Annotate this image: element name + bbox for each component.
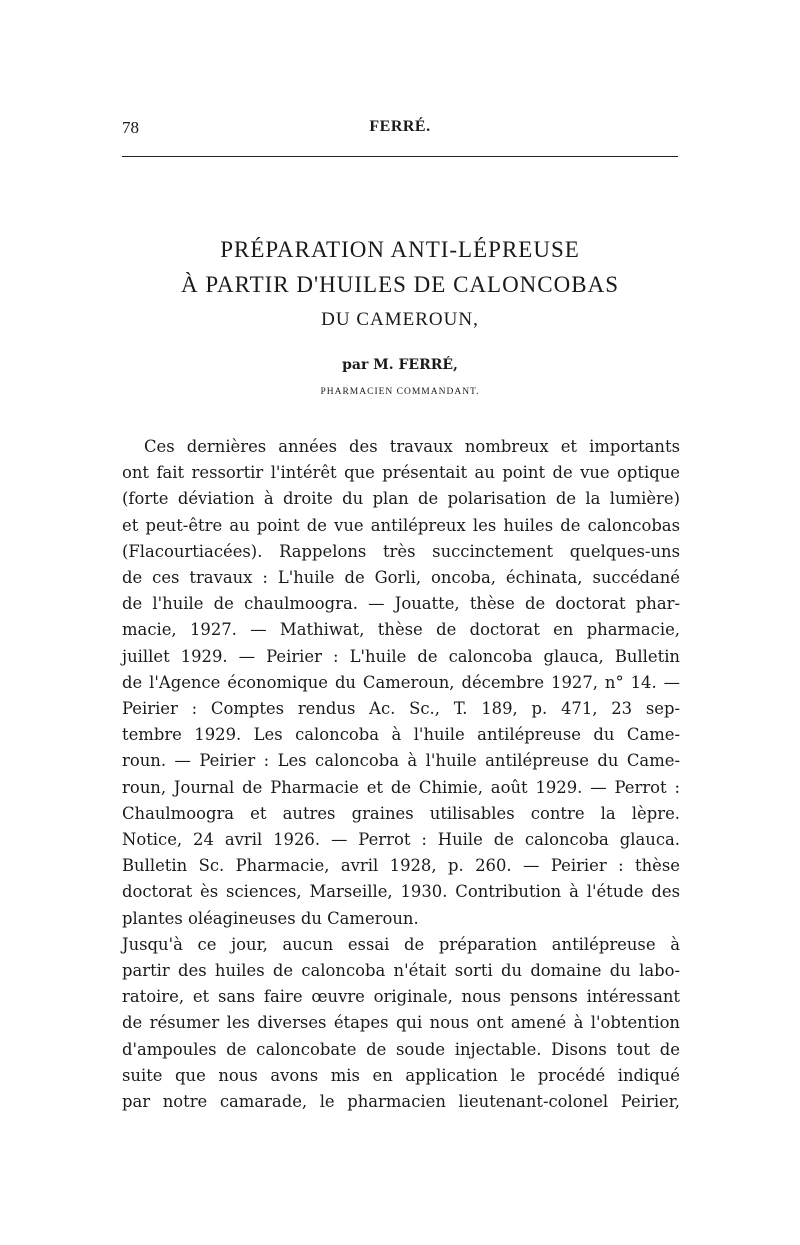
article-title-block: [122, 232, 678, 397]
article-title-line-3: DU CAMEROUN,: [321, 309, 479, 330]
text-line: de résumer les diverses étapes qui nous ont amené à l'obtention: [122, 1013, 680, 1033]
text-line: partir des huiles de caloncoba n'était sorti du domaine du labo-: [122, 961, 680, 981]
text-line: Jusqu'à ce jour, aucun essai de préparation antilépreuse à: [122, 934, 680, 954]
text-line: de l'huile de chaulmoogra. — Jouatte, thèse de doctorat phar-: [122, 594, 680, 614]
text-line: de l'Agence économique du Cameroun, décembre 1927, n° 14. —: [122, 672, 680, 692]
author-title: PHARMACIEN COMMANDANT.: [320, 387, 480, 397]
text-line: Notice, 24 avril 1926. — Perrot : Huile de caloncoba glauca.: [122, 830, 680, 850]
text-line: et peut-être au point de vue antilépreux les huiles de caloncobas: [122, 515, 680, 535]
text-line: ratoire, et sans faire œuvre originale, nous pensons intéressant: [122, 987, 680, 1007]
page-number: 78: [122, 118, 139, 137]
text-line: (Flacourtiacées). Rappelons très succinctement quelques-uns: [122, 541, 680, 561]
text-line: plantes oléagineuses du Cameroun.: [122, 908, 419, 928]
text-line: Bulletin Sc. Pharmacie, avril 1928, p. 260. — Peirier : thèse: [122, 856, 680, 876]
text-line: ont fait ressortir l'intérêt que présentait au point de vue optique: [122, 463, 680, 483]
running-head: FERRÉ.: [369, 118, 431, 135]
text-line: d'ampoules de caloncobate de soude injectable. Disons tout de: [122, 1039, 680, 1059]
text-line: macie, 1927. — Mathiwat, thèse de doctorat en pharmacie,: [122, 620, 680, 640]
body-text: [122, 434, 680, 1115]
text-line: roun, Journal de Pharmacie et de Chimie, août 1929. — Perrot :: [122, 777, 680, 797]
text-line: Peirier : Comptes rendus Ac. Sc., T. 189, p. 471, 23 sep-: [122, 699, 680, 719]
byline: par M. FERRÉ,: [342, 357, 458, 373]
text-line: tembre 1929. Les caloncoba à l'huile antilépreuse du Came-: [122, 725, 680, 745]
article-title-line-2: À PARTIR D'HUILES DE CALONCOBAS: [180, 272, 619, 297]
text-line: par notre camarade, le pharmacien lieutenant-colonel Peirier,: [122, 1092, 680, 1112]
page-header: [122, 118, 678, 140]
text-line: roun. — Peirier : Les caloncoba à l'huile antilépreuse du Came-: [122, 751, 680, 771]
text-line: Ces dernières années des travaux nombreux et importants: [144, 437, 680, 456]
text-line: Chaulmoogra et autres graines utilisables contre la lèpre.: [122, 803, 680, 823]
article-title-line-1: PRÉPARATION ANTI-LÉPREUSE: [220, 237, 580, 262]
text-line: de ces travaux : L'huile de Gorli, oncoba, échinata, succédané: [122, 568, 680, 588]
header-rule: [122, 156, 678, 157]
text-line: (forte déviation à droite du plan de polarisation de la lumière): [122, 489, 680, 509]
text-line: juillet 1929. — Peirier : L'huile de caloncoba glauca, Bulletin: [122, 646, 680, 666]
text-line: doctorat ès sciences, Marseille, 1930. Contribution à l'étude des: [122, 882, 680, 902]
text-line: suite que nous avons mis en application le procédé indiqué: [122, 1065, 680, 1085]
